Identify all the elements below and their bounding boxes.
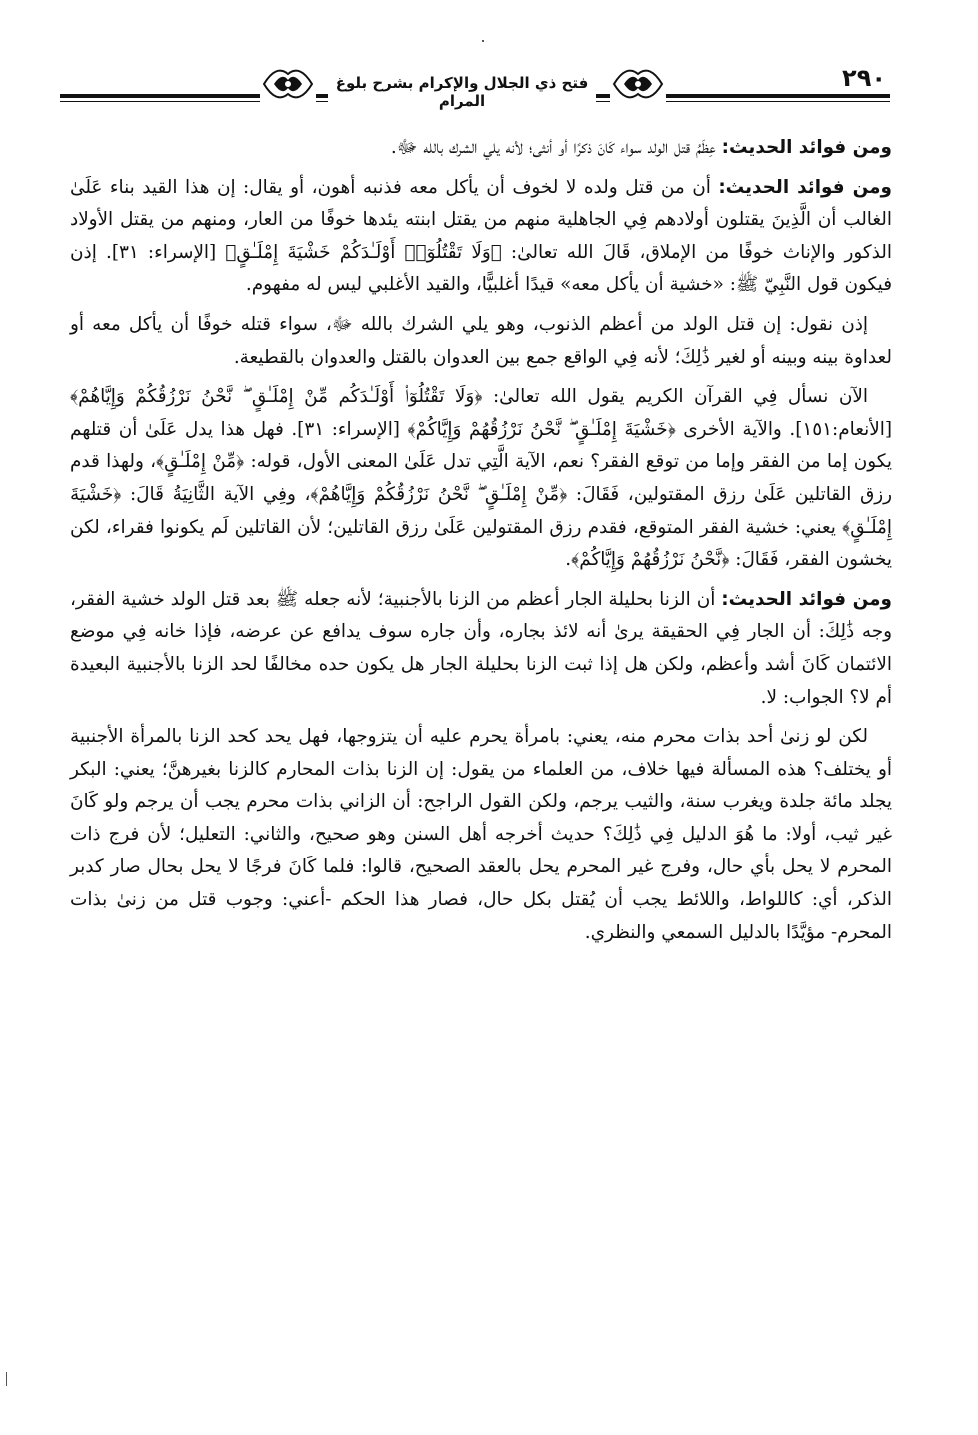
paragraph-lead: ومن فوائد الحديث: <box>718 176 892 198</box>
paragraph <box>70 132 892 165</box>
paragraph-lead: ومن فوائد الحديث: <box>721 137 892 158</box>
paragraph <box>70 172 892 302</box>
paragraph-text: الآن نسأل فِي القرآن الكريم يقول الله تعالىٰ: ﴿وَلَا تَقْتُلُوٓا۟ أَوْلَـٰدَكُم مِّنْ إِمْلَـٰقٍ ۖ نَّحْنُ نَرْزُقُكُمْ وَإِيَّاهُمْ﴾ [الأنعام:١٥١]. والآية الأخرى ﴿خَشْيَةَ إِمْلَـٰقٍ ۖ نَّحْنُ نَرْزُقُهُمْ وَإِيَّاكُمْ﴾ [الإسراء: ٣١]. فهل هذا يدل عَلَىٰ أن قتلهم يكون إما من الفقر وإما من توقع الفقر؟ نعم، الآية الَّتِي تدل عَلَىٰ المعنى الأول، قوله: ﴿مِّنْ إِمْلَـٰقٍ﴾، ولهذا قدم رزق القاتلين عَلَىٰ رزق المقتولين، فَقَالَ: ﴿مِّنْ إِمْلَـٰقٍ ۖ نَّحْنُ نَرْزُقُكُمْ وَإِيَّاهُمْ﴾، وفِي الآية الثَّانِيَةُ قَالَ: ﴿خَشْيَةَ إِمْلَـٰقٍ﴾ يعني: خشية الفقر المتوقع، فقدم رزق المقتولين عَلَىٰ رزق القاتلين؛ لأن القاتلين لَم يكونوا فقراء، لكن يخشون الفقر، فَقَالَ: ﴿نَّحْنُ نَرْزُقُهُمْ وَإِيَّاكُمْ﴾. <box>70 386 892 571</box>
book-title: فتح ذي الجلال والإكرام بشرح بلوغ المرام <box>328 74 596 110</box>
page-body <box>70 132 892 956</box>
paragraph <box>70 381 892 577</box>
scan-speck <box>482 40 484 42</box>
paragraph-text: إذن نقول: إن قتل الولد من أعظم الذنوب، وهو يلي الشرك بالله ﷻ، سواء قتله خوفًا أن يأكل معه أو لعداوة بينه وبينه أو لغير ذَٰلِكَ؛ لأنه فِي الواقع جمع بين العدوان بالقتل والعدوان بالقطيعة. <box>70 313 892 368</box>
paragraph <box>70 309 892 374</box>
paragraph-lead: ومن فوائد الحديث: <box>721 588 892 610</box>
page-header <box>60 58 890 118</box>
paragraph <box>70 584 892 714</box>
paragraph <box>70 721 892 949</box>
scan-mark <box>6 1372 7 1386</box>
paragraph-text: عِظَمُ قتل الولد سواء كَانَ ذكرًا أو أنثى؛ لأنه يلي الشرك بالله ﷻ. <box>390 137 722 158</box>
paragraph-text: أن من قتل ولده لا لخوف أن يأكل معه فذنبه أهون، أو يقال: إن هذا القيد بناء عَلَىٰ الغالب أن الَّذِينَ يقتلون أولادهم فِي الجاهلية منهم من يقتل ابنته يئدها خوفًا من العار، ومنهم من يقتل الأولاد الذكور والإناث خوفًا من الإملاق، قَالَ الله تعالىٰ: ﴿وَلَا تَقْتُلُوٓا۟ أَوْلَـٰدَكُمْ خَشْيَةَ إِمْلَـٰقٍ﴾ [الإسراء: ٣١]. إذن فيكون قول النَّبِيّ ﷺ: «خشية أن يأكل معه» قيدًا أغلبيًّا، والقيد الأغلبي ليس له مفهوم. <box>70 176 892 296</box>
paragraph-text: لكن لو زنىٰ أحد بذات محرم منه، يعني: بامرأة يحرم عليه أن يتزوجها، فهل يحد كحد الزنا بالمرأة الأجنبية أو يختلف؟ هذه المسألة فيها خلاف، من العلماء من يقول: إن الزنا بذات المحارم كالزنا بغيرهنَّ؛ يعني: البكر يجلد مائة جلدة ويغرب سنة، والثيب يرجم، ولكن القول الراجح: أن الزاني بذات محرم يجب أن يرجم ولو كَانَ غير ثيب، أولا: ما هُوَ الدليل فِي ذَٰلِكَ؟ حديث أخرجه أهل السنن وهو صحيح، والثاني: التعليل؛ لأن فرج ذات المحرم لا يحل بأي حال، وفرج غير المحرم يحل بالعقد الصحيح، قالوا: فلما كَانَ فرجًا لا يحل بحال صار كدبر الذكر، أي: كاللواط، واللائط يجب أن يُقتل بكل حال، فصار هذا الحكم -أعني: وجوب قتل من زنىٰ بذات المحرم- مؤيَّدًا بالدليل السمعي والنظري. <box>70 726 892 943</box>
page-number: ٢٩٠ <box>838 64 890 92</box>
ornament-left-icon <box>260 62 316 106</box>
paragraph-text: أن الزنا بحليلة الجار أعظم من الزنا بالأجنبية؛ لأنه جعله ﷺ بعد قتل الولد خشية الفقر، وجه ذَٰلِكَ: أن الجار فِي الحقيقة يرىٰ أنه لائذ بجاره، وأن جاره سوف يدافع عن عرضه، فإذا خانه فِي موضع الائتمان كَانَ أشد وأعظم، ولكن هل إذا ثبت الزنا بحليلة الجار هل يكون حده مخالفًا لحد الزنا بالأجنبية البعيدة أم لا؟ الجواب: لا. <box>70 588 892 708</box>
ornament-right-icon <box>610 62 666 106</box>
